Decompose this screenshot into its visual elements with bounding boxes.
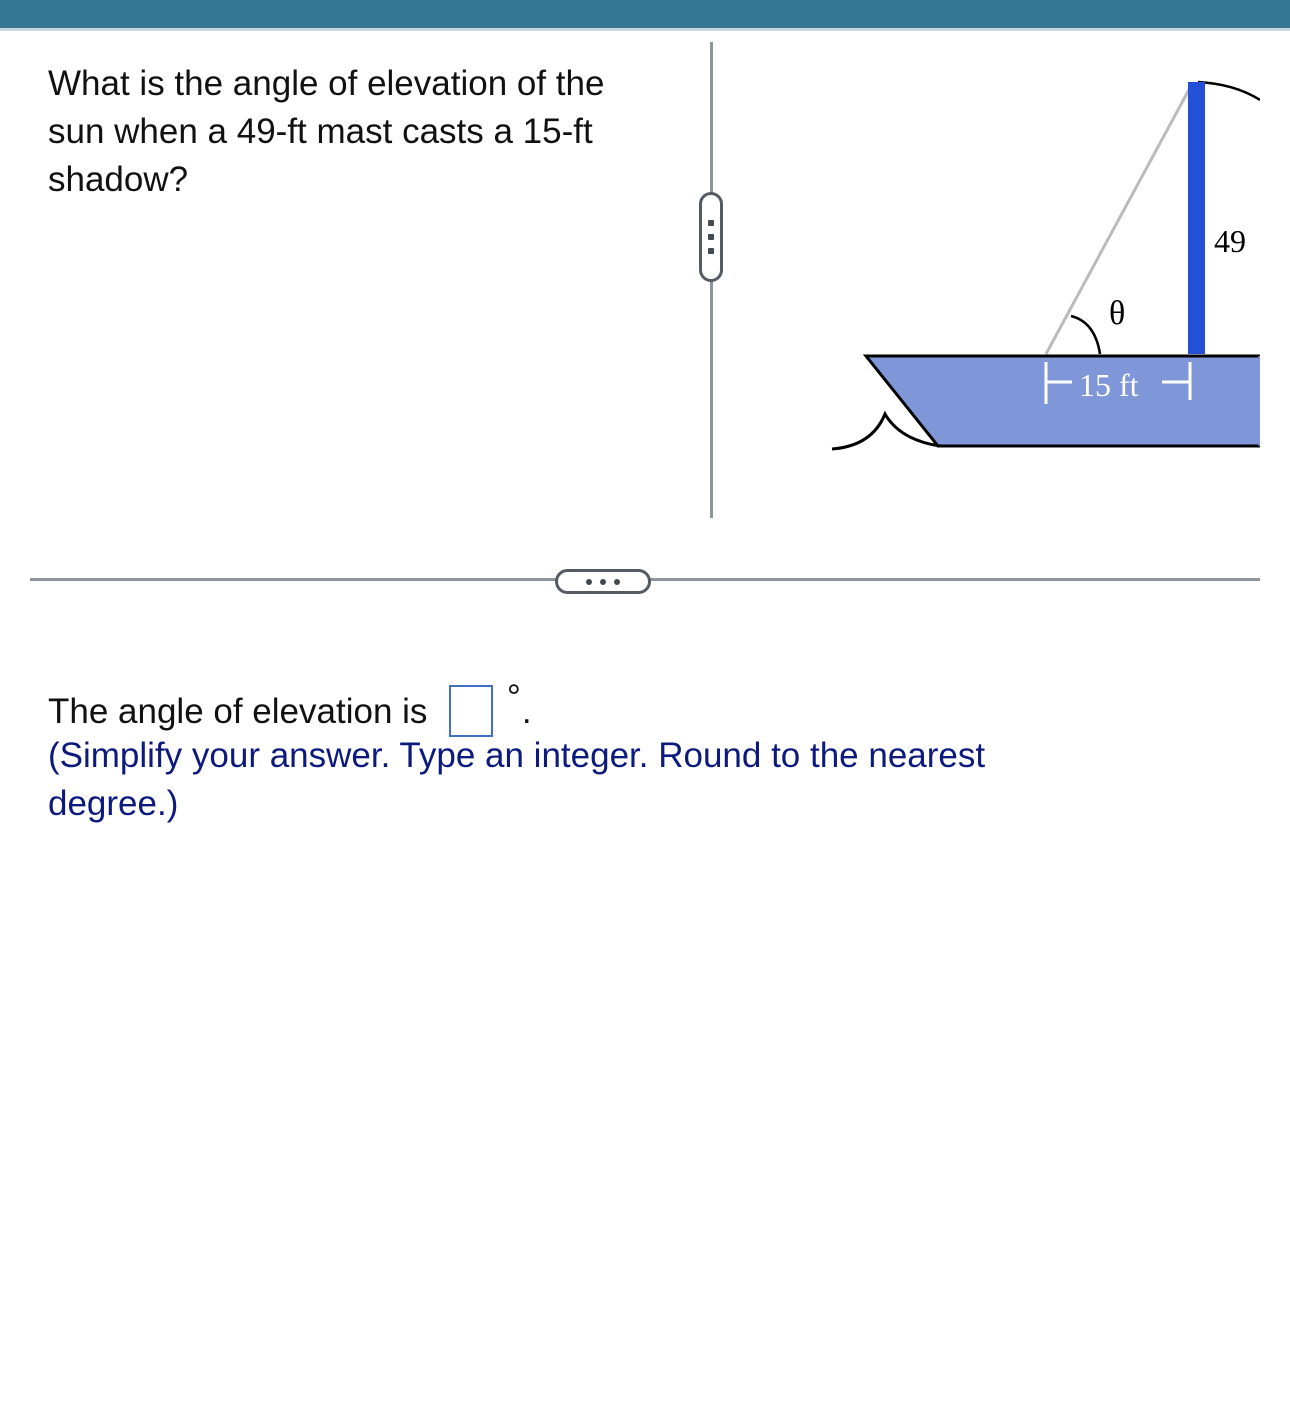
handle-dot-icon (708, 248, 714, 254)
answer-hint: (Simplify your answer. Type an integer. Round to the nearest degree.) (48, 736, 986, 823)
answer-prefix: The angle of elevation is (48, 692, 428, 731)
answer-suffix: . (521, 692, 532, 731)
degree-symbol: ° (506, 678, 521, 717)
shadow-length-label: 15 ft (1079, 367, 1139, 403)
question-text: What is the angle of elevation of the sun when a 49-ft mast casts a 15-ft shadow? (48, 64, 605, 199)
top-bar (0, 0, 1290, 31)
angle-arc (1071, 316, 1100, 354)
handle-dot-icon (600, 579, 606, 585)
horizontal-resize-handle[interactable] (555, 569, 651, 594)
answer-input[interactable] (449, 685, 493, 737)
sailboat-figure (820, 60, 1260, 470)
mast-height-label: 49 (1214, 223, 1246, 259)
vertical-resize-handle[interactable] (699, 192, 723, 282)
handle-dot-icon (708, 234, 714, 240)
boat-hull (866, 356, 1260, 446)
handle-dot-icon (614, 579, 620, 585)
answer-line (48, 672, 532, 738)
mast (1188, 82, 1205, 354)
angle-theta-label: θ (1109, 295, 1126, 332)
sail-arc (1198, 82, 1260, 100)
handle-dot-icon (586, 579, 592, 585)
handle-dot-icon (708, 220, 714, 226)
